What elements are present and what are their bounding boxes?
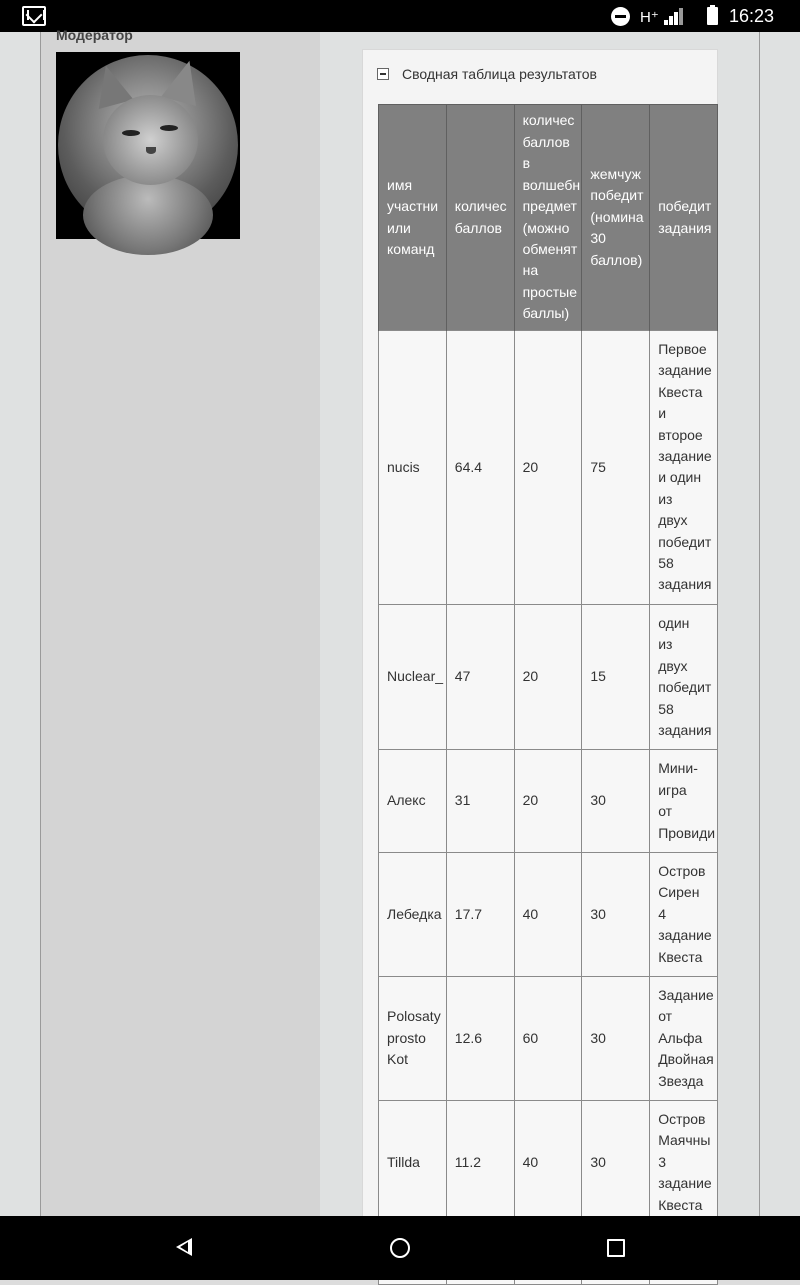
cell-text-line: 58 (658, 700, 674, 717)
cell-text-line: Звезда (658, 1072, 704, 1089)
cell-participant (379, 976, 447, 1100)
cell-text-line: от (658, 803, 673, 820)
cell-text-line: один (658, 614, 690, 631)
cell-text-line: задание (658, 448, 712, 465)
cell-text-line: простые (522, 283, 578, 300)
collapse-minus-icon[interactable] (377, 68, 389, 80)
cell-text-line: победит (590, 187, 644, 204)
results-table-container[interactable] (378, 104, 716, 1254)
cell-participant (379, 852, 447, 976)
cell-text-line: Альфа (658, 1029, 703, 1046)
do-not-disturb-icon (611, 7, 630, 26)
cell-text-line: победит (658, 533, 712, 550)
table-row (379, 976, 718, 1100)
cell-text-line: Квеста (658, 948, 703, 965)
signal-strength-icon (664, 7, 688, 25)
cell-text-line: баллов (454, 219, 502, 236)
cell-text-line: баллы) (522, 305, 570, 322)
cell-text-line: игра (658, 781, 687, 798)
cell-magic-points: 40 (514, 1101, 582, 1225)
cat-avatar-image (58, 55, 238, 235)
results-table (378, 104, 718, 1285)
post-content-column (320, 32, 760, 1216)
cell-text-line: задания (658, 219, 712, 236)
user-profile-column (40, 27, 321, 1216)
cell-text-line: задание (658, 362, 712, 379)
navigation-bar (0, 1216, 800, 1280)
cell-text-line: второе (658, 426, 703, 443)
cell-text-line: (номина (590, 208, 644, 225)
cell-magic-points: 40 (514, 852, 582, 976)
cell-pearls: 30 (582, 1101, 650, 1225)
cell-participant (379, 604, 447, 749)
cell-text-line: из (658, 636, 673, 653)
cell-tasks (650, 976, 718, 1100)
cell-tasks (650, 852, 718, 976)
cell-text-line: задания (658, 721, 712, 738)
cell-pearls: 75 (582, 331, 650, 605)
cell-text-line: Алекс (387, 792, 426, 809)
cell-text-line: задание (658, 1175, 712, 1192)
cell-text-line: Остров (658, 862, 706, 879)
user-role-label: Модератор (56, 27, 133, 43)
cell-text-line: Провиди (658, 824, 716, 841)
cell-participant (379, 1101, 447, 1225)
cell-text-line: Kot (387, 1051, 409, 1068)
cell-score: 64.4 (446, 331, 514, 605)
cell-text-line: Двойная (658, 1051, 714, 1068)
cell-text-line: количес (522, 112, 575, 129)
cell-text-line: двух (658, 657, 688, 674)
cell-score: 12.6 (446, 976, 514, 1100)
cell-score: 11.2 (446, 1101, 514, 1225)
spoiler-title[interactable]: Сводная таблица результатов (402, 66, 597, 82)
home-icon[interactable] (390, 1238, 410, 1258)
cell-text-line: победит (658, 198, 712, 215)
cell-text-line: баллов (522, 133, 570, 150)
cell-magic-points: 20 (514, 604, 582, 749)
cell-text-line: Квеста (658, 383, 703, 400)
cell-text-line: 58 (658, 555, 674, 572)
cell-text-line: Лебедка (387, 905, 442, 922)
cell-pearls: 30 (582, 976, 650, 1100)
cell-text-line: команд (387, 240, 435, 257)
cell-text-line: и один (658, 469, 702, 486)
table-row (379, 852, 718, 976)
cell-text-line: Квеста (658, 1196, 703, 1213)
cell-text-line: на (522, 262, 539, 279)
battery-icon (707, 7, 718, 25)
cell-text-line: Сирен (658, 884, 700, 901)
cell-text-line: от (658, 1008, 673, 1025)
cell-text-line: 3 (658, 1153, 666, 1170)
header-score (446, 105, 514, 331)
cell-text-line: количес (454, 198, 507, 215)
cell-pearls: 30 (582, 750, 650, 853)
header-pearls (582, 105, 650, 331)
cell-text-line: победит (658, 679, 712, 696)
cell-text-line: из (658, 490, 673, 507)
cell-text-line: Остров (658, 1111, 706, 1127)
network-type-label: H⁺ (640, 9, 659, 26)
cell-text-line: в (522, 155, 531, 172)
cell-text-line: имя (387, 176, 413, 193)
cell-text-line: волшебн (522, 176, 581, 193)
back-icon[interactable] (176, 1238, 192, 1256)
cell-text-line: задание (658, 927, 712, 944)
cell-score: 47 (446, 604, 514, 749)
cell-pearls: 15 (582, 604, 650, 749)
spoiler-header[interactable] (377, 64, 597, 84)
table-row (379, 604, 718, 749)
cell-text-line: Polosaty (387, 1008, 441, 1025)
cell-tasks (650, 1101, 718, 1225)
cell-magic-points: 20 (514, 750, 582, 853)
results-spoiler-panel (362, 49, 718, 1249)
cell-text-line: Мини- (658, 760, 698, 777)
cell-text-line: двух (658, 512, 688, 529)
recent-apps-icon[interactable] (607, 1239, 625, 1257)
cell-pearls: 30 (582, 852, 650, 976)
header-participant (379, 105, 447, 331)
cell-magic-points: 20 (514, 331, 582, 605)
cell-participant (379, 750, 447, 853)
cell-text-line: Маячны (658, 1132, 711, 1149)
cell-text-line: 30 (590, 230, 606, 247)
cell-magic-points: 60 (514, 976, 582, 1100)
cell-text-line: участни (387, 198, 439, 215)
header-magic-points (514, 105, 582, 331)
cell-score: 17.7 (446, 852, 514, 976)
cell-text-line: задания (658, 576, 712, 593)
cell-text-line: 4 (658, 905, 666, 922)
cell-text-line: Tillda (387, 1153, 420, 1170)
cell-tasks (650, 331, 718, 605)
cell-text-line: Nuclear_ (387, 668, 444, 685)
cell-participant (379, 331, 447, 605)
cell-text-line: баллов) (590, 251, 643, 268)
cell-text-line: и (658, 405, 667, 422)
gmail-notification-icon (22, 6, 46, 26)
cell-text-line: предмет (522, 198, 577, 215)
cell-tasks (650, 750, 718, 853)
cell-text-line: Первое (658, 341, 707, 357)
header-tasks (650, 105, 718, 331)
cell-text-line: или (387, 219, 411, 236)
web-page[interactable] (0, 27, 800, 1216)
cell-text-line: prosto (387, 1029, 426, 1046)
table-row (379, 331, 718, 605)
cell-text-line: (можно (522, 219, 570, 236)
cell-tasks (650, 604, 718, 749)
cell-text-line: nucis (387, 458, 420, 475)
cell-text-line: Задание (658, 986, 714, 1003)
clock: 16:23 (729, 6, 775, 26)
table-row (379, 1101, 718, 1225)
table-body (379, 331, 718, 1285)
table-row (379, 750, 718, 853)
cell-score: 31 (446, 750, 514, 853)
cell-text-line: жемчуж (590, 165, 641, 182)
cell-text-line: обменят (522, 240, 578, 257)
table-header-row (379, 105, 718, 331)
avatar[interactable] (56, 52, 240, 239)
